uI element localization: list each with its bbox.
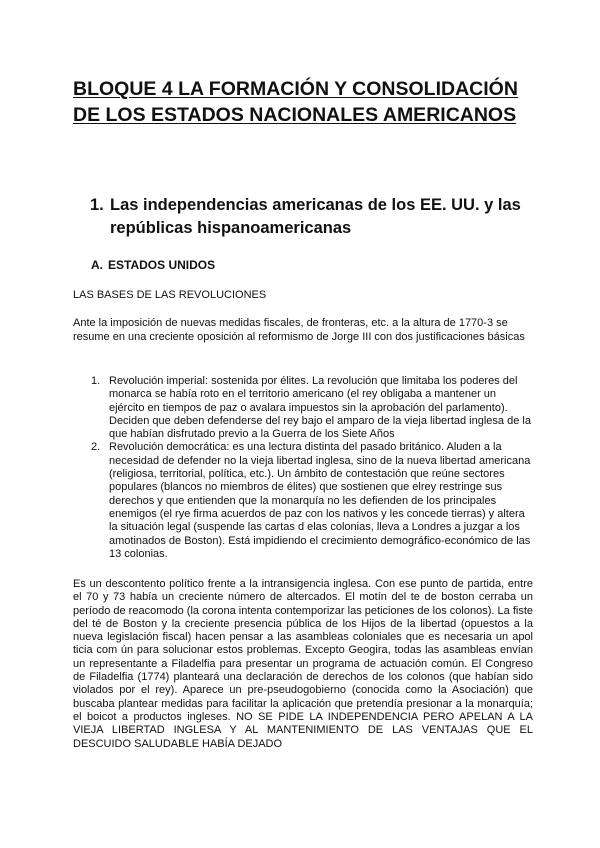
justifications-list xyxy=(91,375,531,561)
list-item xyxy=(91,375,531,441)
body-paragraph: Es un descontento político frente a la intransigencia inglesa. Con ese punto de partida, entre el 70 y 73 había un creciente número de altercados. El motín del te de boston cerraba un período de reacomodo (la corona intenta contemporizar las peticiones de los colonos). La fiste del té de Boston y la creciente presencia pública de los Hijos de la libertad (opuestos a la nueva legislación fiscal) hacen pensar a las asambleas coloniales que es necesaria un apol ticia com ún para solucionar estos problemas. Excepto Geogira, todas las asambleas envían un representante a Filadelfia para presentar un programa de actuación común. El Congreso de Filadelfia (1774) planteará una declaración de derechos de los colonos (que habían sido violados por el rey). Aparece un pre-pseudogobierno (conocida como la Asociación) que buscaba plantear medidas para facilitar la aplicación que pretendía presionar a la monarquía; el boicot a productos ingleses. NO SE PIDE LA INDEPENDENCIA PERO APELAN A LA VIEJA LIBERTAD INGLESA Y AL MANTENIMIENTO DE LAS VENTAJAS QUE EL DESCUIDO SALUDABLE HABÍA DEJADO xyxy=(73,578,533,750)
section-number: 1. xyxy=(90,196,104,214)
list-item-text: Revolución democrática: es una lectura distinta del pasado británico. Aluden a la necesidad de defender no la vieja libertad inglesa, sino de la nueva libertad americana (religiosa, territorial, política, etc.). Un ámbito de contestación que reúne sectores populares (blancos no miembros de élites) que sostienen que elrey restringe sus derechos y que entienden que la monarquía no les defienden de los principales enemigos (el rye firma acuerdos de paz con los nativos y les concede tierras) y altera la situación legal (suspende las cartas d elas colonias, lleva a Londres a juzgar a los amotinados de Boston). Está impidiendo el crecimiento demográfico-económico de las 13 colonias. xyxy=(109,441,531,560)
section-heading xyxy=(90,194,560,240)
block-title: BLOQUE 4 LA FORMACIÓN Y CONSOLIDACIÓN DE LOS ESTADOS NACIONALES AMERICANOS xyxy=(73,78,518,126)
bases-heading: LAS BASES DE LAS REVOLUCIONES xyxy=(73,289,267,301)
list-item-text: Revolución imperial: sostenida por élites. La revolución que limitaba los poderes del monarca se había roto en el territorio americano (el rey obligaba a mantener un ejército en tiempos de paz o avalara impuestos sin la aprobación del parlamento). Deciden que deben defenderse del rey bajo el amparo de la vieja libertad inglesa de la que habían disfrutado previo a la Guerra de los Siete Años xyxy=(109,375,531,441)
subsection-letter: A. xyxy=(91,258,103,272)
subsection-heading xyxy=(91,258,215,272)
subsection-title: ESTADOS UNIDOS xyxy=(108,258,216,272)
list-item xyxy=(91,441,531,561)
intro-paragraph: Ante la imposición de nuevas medidas fiscales, de fronteras, etc. a la altura de 1770-3 se resume en una creciente oposición al reformismo de Jorge III con dos justificaciones básicas xyxy=(73,317,525,343)
list-item-number: 2. xyxy=(91,441,101,454)
section-title: Las independencias americanas de los EE. UU. y las repúblicas hispanoamericanas xyxy=(110,196,521,237)
list-item-number: 1. xyxy=(91,375,101,387)
